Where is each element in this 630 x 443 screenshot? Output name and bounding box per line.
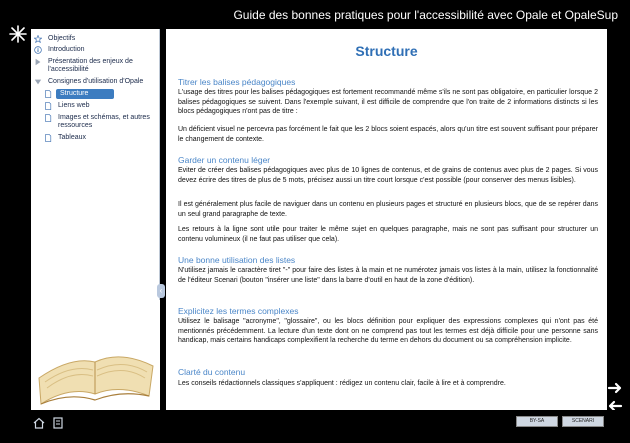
nav-item-label: Consignes d'utilisation d'Opale: [48, 78, 144, 85]
paragraph: Il est généralement plus facile de naviguer dans un contenu en plusieurs pages et structuré en plusieurs blocs, que de se repérer dans un seul grand paragraphe de texte.: [178, 201, 598, 218]
collapse-sidebar-button[interactable]: ‹: [157, 284, 165, 298]
page-icon: [44, 90, 52, 98]
page-title: Structure: [355, 43, 418, 59]
home-icon[interactable]: [32, 416, 46, 430]
paragraph: Les retours à la ligne sont utile pour traiter le même sujet en quelques paragraphe, mais ne sont pas suffisant pour structurer un contenu volumineux (il ne faut pas utiliser que cela).: [178, 226, 598, 243]
paragraph: L'usage des titres pour les balises pédagogiques est fortement recommandé même s'ils ne sont pas obligatoire, en particulier lorsque 2 balises pédagogiques se suivent. Dans l'exemple suivant, il est difficile de comprendre que l'on traite de 2 informations distincts si les blocs pédagogiques n'ont pas de titre :: [178, 89, 598, 115]
section-heading: Garder un contenu léger: [178, 155, 271, 165]
paragraph: Eviter de créer des balises pédagogiques avec plus de 10 lignes de contenus, et de grains de contenus avec plus de 2 pages. Si vous devez écrire des titres de plus de 5 mots, précisez aussi un titre court lorsque c'est possible (pour conserver des menus lisibles).: [178, 167, 598, 184]
paragraph: Un déficient visuel ne percevra pas forcément le fait que les 2 blocs soient espacés, alors qu'un titre est souvent suffisant pour préparer le changement de contexte.: [178, 126, 598, 143]
print-icon[interactable]: [51, 416, 65, 430]
nav-item-label: Présentation des enjeux de l'accessibilité: [48, 58, 133, 73]
page-icon: [44, 114, 52, 122]
section-heading: Titrer les balises pédagogiques: [178, 77, 296, 87]
nav-item-label: Objectifs: [48, 35, 76, 42]
nav-item-label: Images et schémas, et autres ressources: [58, 114, 150, 129]
chevron-down-icon: [34, 78, 42, 86]
paragraph: Utilisez le balisage "acronyme", "glossaire", ou les blocs définition pour expliquer des expressions complexes qui n'ont pas été mentionnés précédemment. La lecture d'un texte dont on ne comprend pas tout les termes est déjà difficile pour une personne sans handicap, mais certains handicaps complexifient la recherche du terme en dehors du document ou sa compréhension implicite.: [178, 318, 598, 344]
app-title: Guide des bonnes pratiques pour l'accessibilité avec Opale et OpaleSup: [233, 8, 618, 22]
open-book-icon: [31, 300, 160, 410]
main-content: [166, 29, 607, 410]
sidebar-navigation: [31, 29, 160, 300]
section-heading: Une bonne utilisation des listes: [178, 255, 296, 265]
info-icon: [34, 46, 42, 54]
page-icon: [44, 134, 52, 142]
license-badge[interactable]: BY-SA: [516, 416, 558, 427]
next-page-arrow-icon[interactable]: [607, 380, 623, 396]
section-heading: Clarté du contenu: [178, 367, 246, 377]
book-illustration: [31, 300, 160, 410]
section-heading: Explicitez les termes complexes: [178, 306, 299, 316]
star-icon: [34, 35, 42, 43]
paragraph: N'utilisez jamais le caractère tiret "-" pour faire des listes à la main et ne numérotez jamais vos listes à la main, utilisez la fonctionnalité de l'éditeur Scenari (bouton "insérer une liste" dans la barre d'outil en haut de la zone d'édition).: [178, 267, 598, 284]
page-icon: [44, 102, 52, 110]
paragraph: Les conseils rédactionnels classiques s'appliquent : rédigez un contenu clair, facile à lire et à comprendre.: [178, 380, 506, 387]
nav-item-label: Introduction: [48, 46, 85, 53]
top-bar: [0, 0, 630, 28]
scenari-badge[interactable]: SCENARI: [562, 416, 604, 427]
nav-item-label: Liens web: [58, 102, 90, 109]
chevron-right-icon: [34, 58, 42, 66]
opale-logo-icon[interactable]: [8, 24, 28, 44]
nav-item-label: Tableaux: [58, 134, 87, 141]
nav-item-label: Structure: [56, 89, 114, 99]
